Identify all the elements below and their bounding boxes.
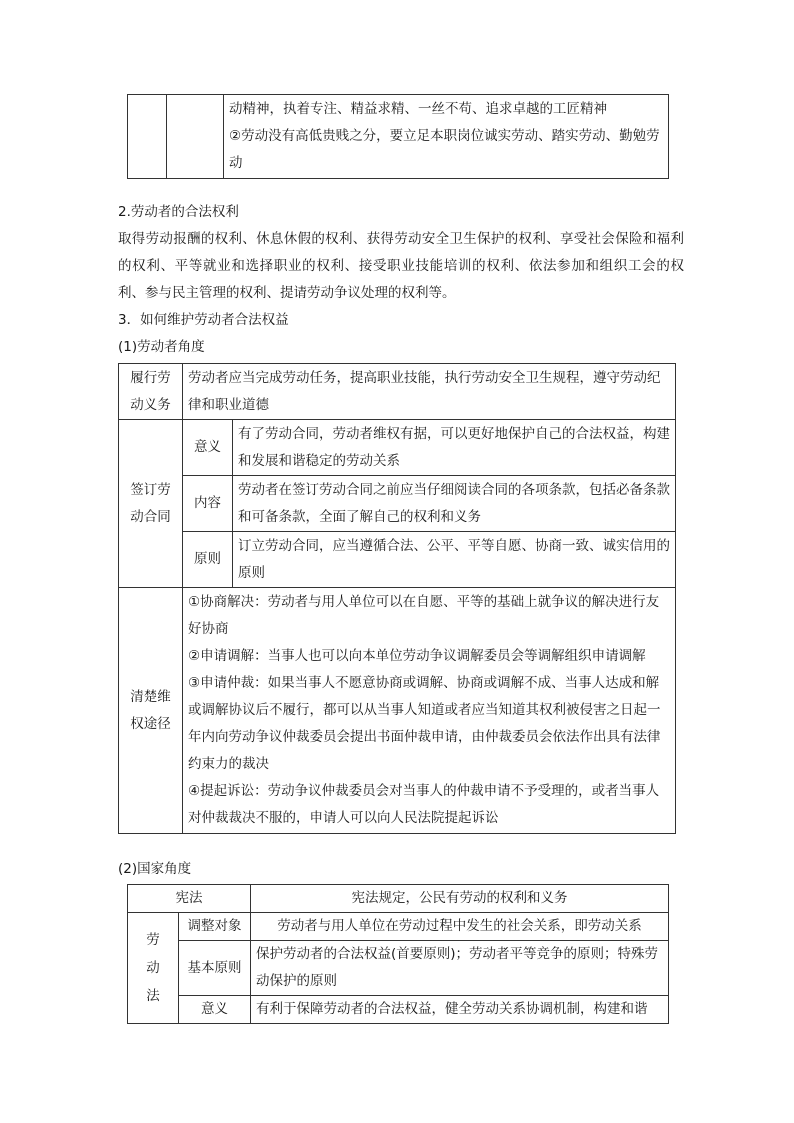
section-paragraph: 取得劳动报酬的权利、休息休假的权利、获得劳动安全卫生保护的权利、享受社会保险和福利的权利、平等就业和选择职业的权利、接受职业技能培训的权利、依法参加和组织工会的权利、参与民主管理的权利、提请劳动争议处理的权利等。 <box>118 231 684 301</box>
row-content: 订立劳动合同，应当遵循合法、公平、平等自愿、协商一致、诚实信用的原则 <box>233 532 676 588</box>
continued-table <box>127 94 669 179</box>
subsection-heading: (1)劳动者角度 <box>118 339 205 355</box>
sub-label: 意义 <box>179 996 251 1024</box>
row-content: 宪法规定，公民有劳动的权利和义务 <box>251 885 669 913</box>
sub-label: 意义 <box>183 420 233 476</box>
row-content: ①协商解决：劳动者与用人单位可以在自愿、平等的基础上就争议的解决进行友好协商 ②申请调解：当事人也可以向本单位劳动争议调解委员会等调解组织申请调解 ③申请仲裁：如果当事人不愿意协商或调解、协商或调解不成、当事人达成和解或调解协议后不履行，都可以从当事人知道或者应当知道其权利被侵害之日起一年内向劳动争议仲裁委员会提出书面仲裁申请，由仲裁委员会依法作出具有法律约束力的裁决 ④提起诉讼：劳动争议仲裁委员会对当事人的仲裁申请不予受理的，或者当事人对仲裁裁决不服的，申请人可以向人民法院提起诉讼 <box>183 588 676 834</box>
row-content: 有利于保障劳动者的合法权益，健全劳动关系协调机制，构建和谐 <box>251 996 669 1024</box>
sub-label: 内容 <box>183 476 233 532</box>
section-heading: 2.劳动者的合法权利 <box>118 204 239 220</box>
row-label: 劳 动 法 <box>128 913 179 1024</box>
section-heading: 3．如何维护劳动者合法权益 <box>118 312 289 328</box>
row-content: 有了劳动合同，劳动者维权有据，可以更好地保护自己的合法权益，构建和发展和谐稳定的劳动关系 <box>233 420 676 476</box>
row-label: 签订劳 动合同 <box>119 420 183 588</box>
row-content: 劳动者与用人单位在劳动过程中发生的社会关系，即劳动关系 <box>251 913 669 941</box>
row-label: 履行劳 动义务 <box>119 364 183 420</box>
row-content: 劳动者应当完成劳动任务，提高职业技能，执行劳动安全卫生规程，遵守劳动纪律和职业道德 <box>183 364 676 420</box>
subsection-heading: (2)国家角度 <box>118 861 192 877</box>
row-label: 清楚维 权途径 <box>119 588 183 834</box>
country-table <box>127 884 669 1024</box>
row-content: 劳动者在签订劳动合同之前应当仔细阅读合同的各项条款，包括必备条款和可备条款，全面了解自己的权利和义务 <box>233 476 676 532</box>
sub-label: 调整对象 <box>179 913 251 941</box>
empty-cell <box>167 95 224 179</box>
worker-table <box>118 363 676 834</box>
sub-label: 原则 <box>183 532 233 588</box>
empty-cell <box>128 95 167 179</box>
table-cell: 动精神，执着专注、精益求精、一丝不苟、追求卓越的工匠精神 ②劳动没有高低贵贱之分，要立足本职岗位诚实劳动、踏实劳动、勤勉劳动 <box>224 95 669 179</box>
row-label: 宪法 <box>128 885 251 913</box>
sub-label: 基本原则 <box>179 941 251 996</box>
row-content: 保护劳动者的合法权益(首要原则)；劳动者平等竞争的原则；特殊劳动保护的原则 <box>251 941 669 996</box>
